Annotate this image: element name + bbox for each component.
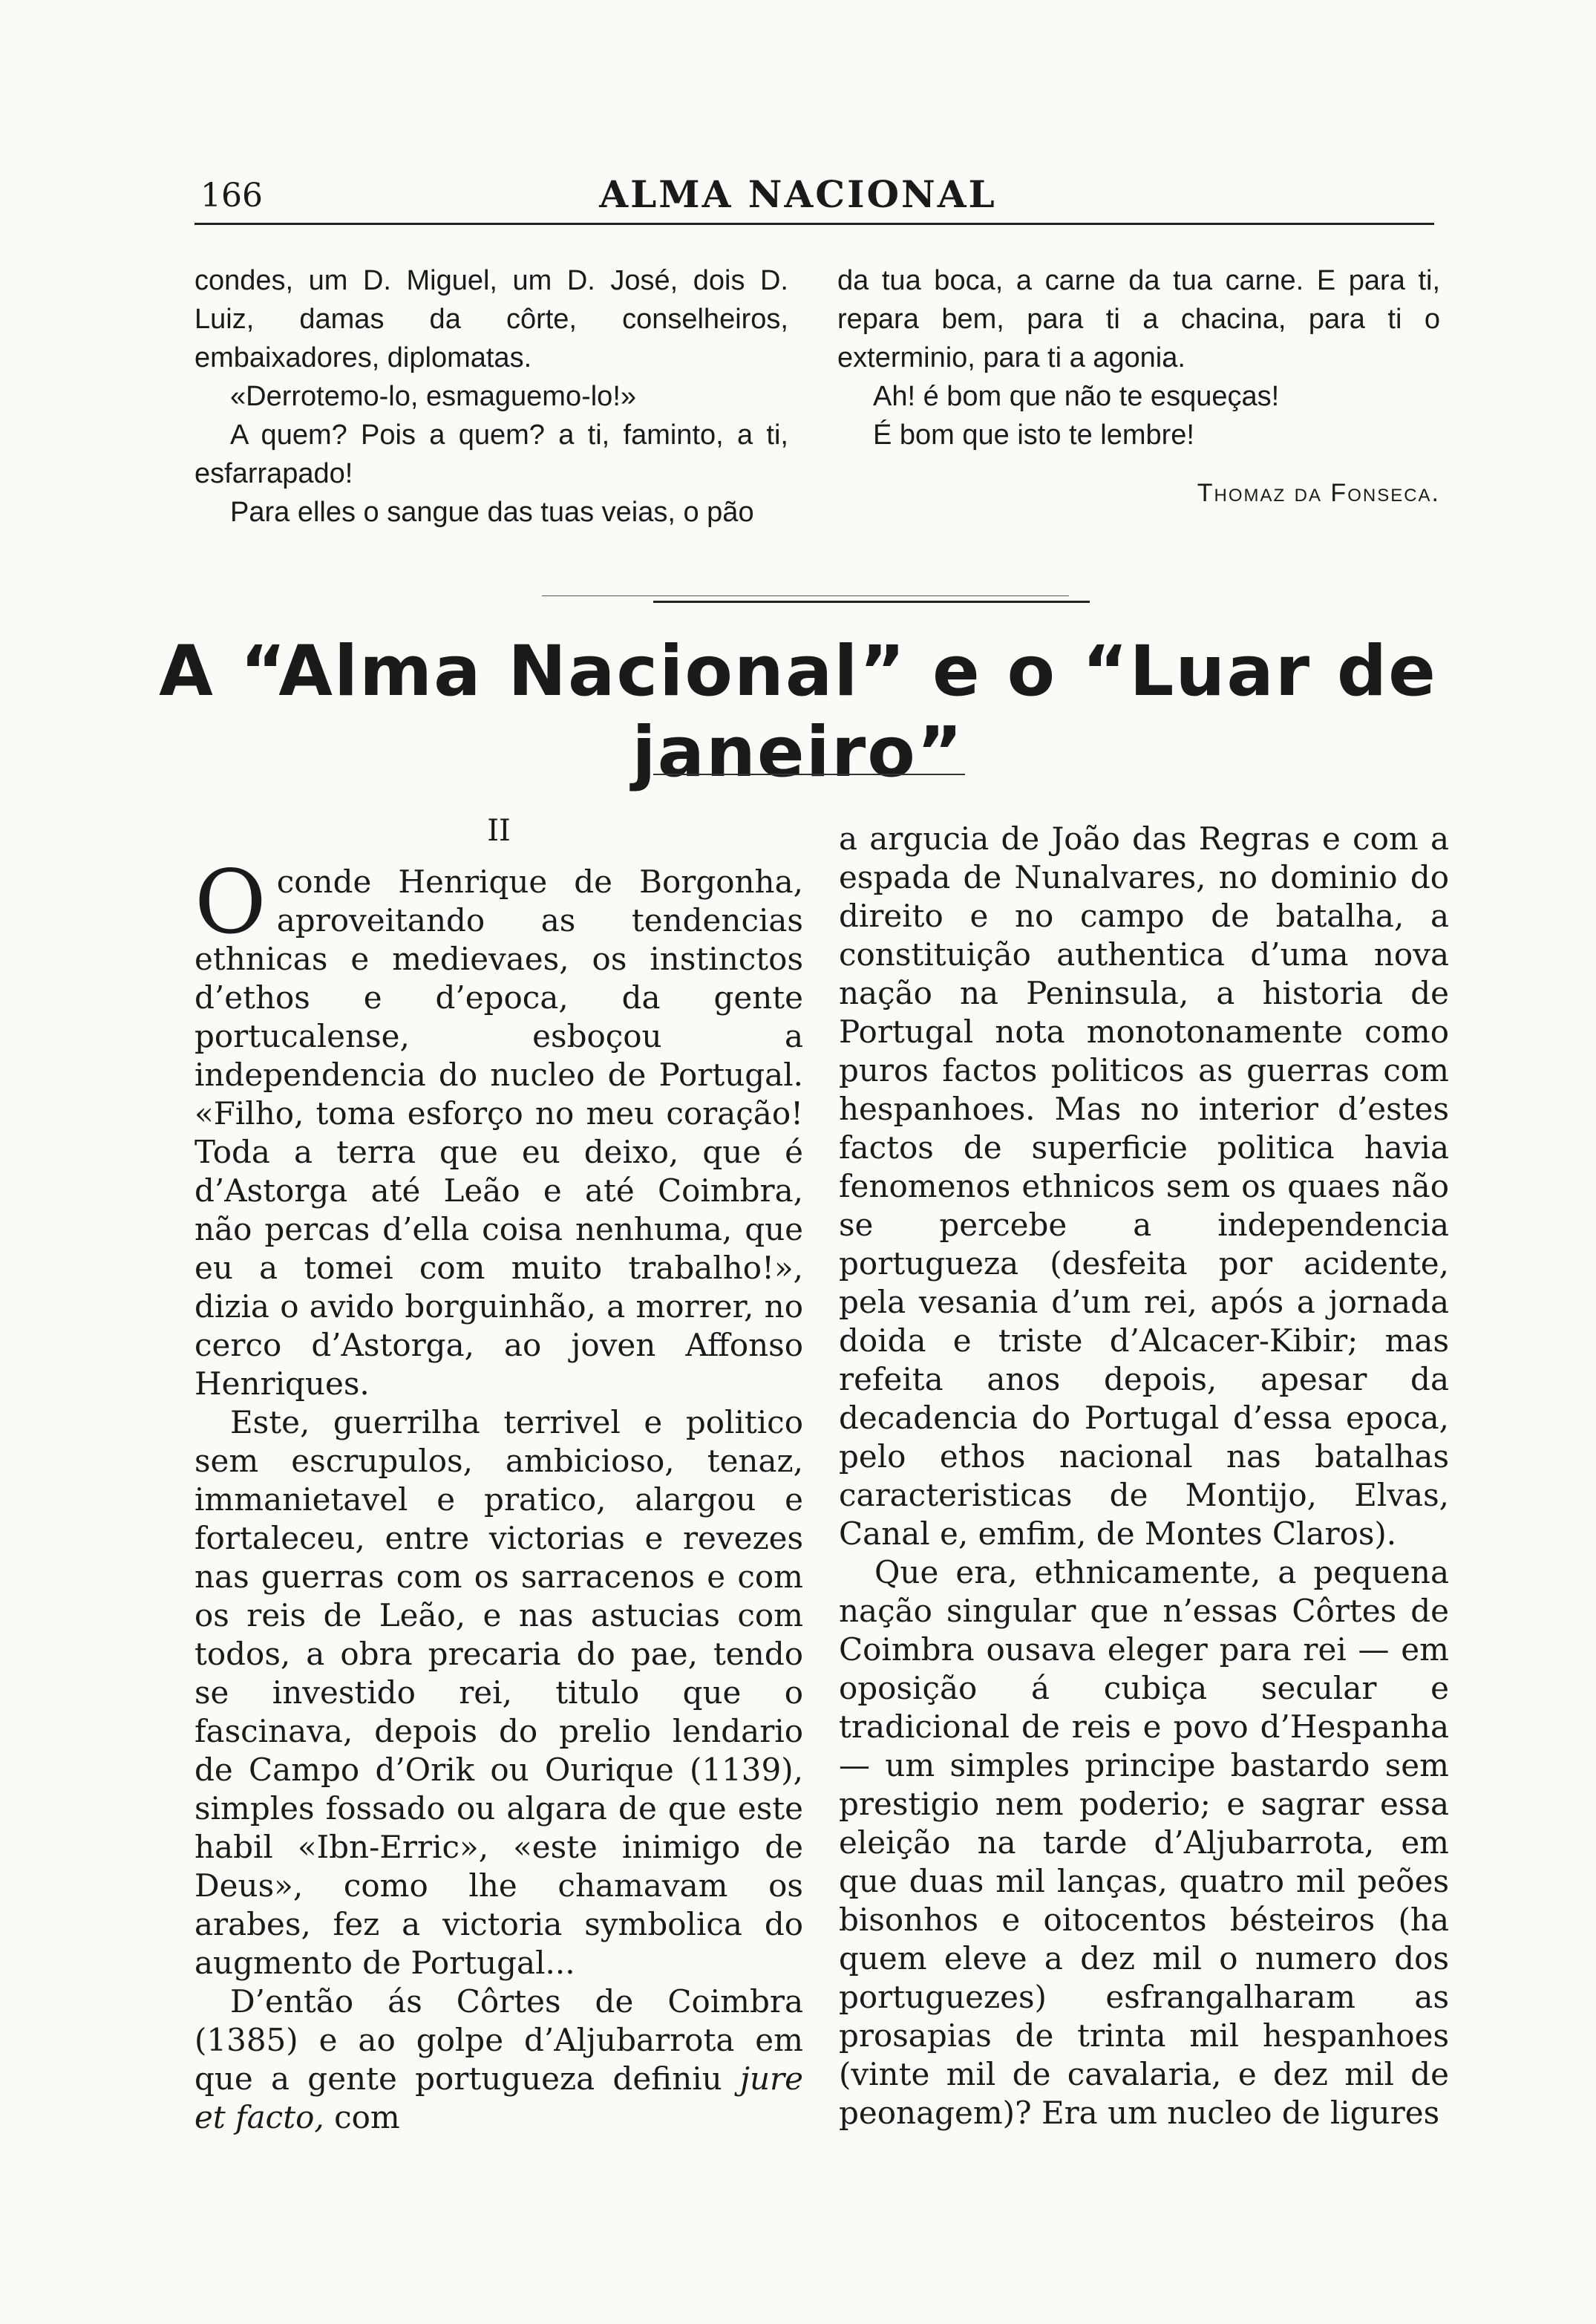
ornament-rule bbox=[653, 601, 1090, 603]
paragraph: da tua boca, a carne da tua carne. E para ti, repara bem, para ti a chacina, para ti o exterminio, para ti a agonia. bbox=[837, 265, 1440, 373]
paragraph: A quem? Pois a quem? a ti, faminto, a ti, esfarrapado! bbox=[194, 420, 788, 489]
latin-phrase: jure et facto, bbox=[194, 2060, 803, 2135]
page-number: 166 bbox=[200, 177, 263, 215]
section-number: II bbox=[487, 814, 511, 848]
paragraph-text: com bbox=[334, 2099, 400, 2135]
article-title: A “Alma Nacional” e o “Luar de janeiro” bbox=[159, 631, 1437, 793]
paragraph: É bom que isto te lembre! bbox=[873, 420, 1194, 451]
running-title: ALMA NACIONAL bbox=[599, 172, 997, 216]
author-signature: Thomaz da Fonseca. bbox=[1197, 479, 1440, 507]
article-column-right bbox=[839, 820, 1449, 2132]
article-column-left bbox=[194, 851, 803, 2137]
paragraph bbox=[194, 851, 803, 1403]
header-rule bbox=[194, 223, 1434, 225]
ornament-rule bbox=[542, 595, 1069, 596]
paragraph-text: conde Henrique de Borgonha, aproveitando as tendencias ethnicas e medievaes, os instinctos d’ethos e d’epoca, da gente portucalense, esboçou a independencia do nucleo de Portugal. «Filho, toma esforço no meu coração! Toda a terra que eu deixo, que é d’Astorga até Leão e até Coimbra, não percas d’ella coisa nenhuma, que eu a tomei com muito trabalho!», dizia o avido borguinhão, a morrer, no cerco d’Astorga, ao joven Affonso Henriques. bbox=[194, 864, 803, 1402]
paragraph-text: D’então ás Côrtes de Coimbra (1385) e ao golpe d’Aljubarrota em que a gente portugueza definiu bbox=[194, 1983, 803, 2097]
paragraph: condes, um D. Miguel, um D. José, dois D. Luiz, damas da côrte, conselheiros, embaixadores, diplomatas. bbox=[194, 265, 788, 373]
paragraph: Ah! é bom que não te esqueças! bbox=[873, 381, 1280, 412]
title-rule bbox=[653, 774, 965, 775]
paragraph: a argucia de João das Regras e com a espada de Nunalvares, no dominio do direito e no campo de batalha, a constituição authentica d’uma nova nação na Peninsula, a historia de Portugal nota monotonamente como puros factos politicos as guerras com hespanhoes. Mas no interior d’estes factos de superficie politica havia fenomenos ethnicos sem os quaes não se percebe a independencia portugueza (desfeita por acidente, pela vesania d’um rei, após a jornada doida e triste d’Alcacer-Kibir; mas refeita anos depois, apesar da decadencia do Portugal d’essa epoca, pelo ethos nacional nas batalhas caracteristicas de Montijo, Elvas, Canal e, emfim, de Montes Claros). bbox=[839, 820, 1449, 1552]
paragraph: Que era, ethnicamente, a pequena nação singular que n’essas Côrtes de Coimbra ousava eleger para rei — em oposição á cubiça secular e tradicional de reis e povo d’Hespanha — um simples principe bastardo sem prestigio nem poderio; e sagrar essa eleição na tarde d’Aljubarrota, em que duas mil lanças, quatro mil peões bisonhos e oitocentos bésteiros (ha quem eleve a dez mil o numero dos portuguezes) esfrangalharam as prosapias de trinta mil hespanhoes (vinte mil de cavalaria, e dez mil de peonagem)? Era um nucleo de ligures bbox=[839, 1554, 1449, 2131]
paragraph: Este, guerrilha terrivel e politico sem escrupulos, ambicioso, tenaz, immanietavel e pratico, alargou e fortaleceu, entre victorias e revezes nas guerras com os sarracenos e com os reis de Leão, e nas astucias com todos, a obra precaria do pae, tendo se investido rei, titulo que o fascinava, depois do prelio lendario de Campo d’Orik ou Ourique (1139), simples fossado ou algara de que este habil «Ibn-Erric», «este inimigo de Deus», como lhe chamavam os arabes, fez a victoria symbolica do augmento de Portugal... bbox=[194, 1404, 803, 1981]
paragraph: «Derrotemo-lo, esmaguemo-lo!» bbox=[230, 381, 637, 412]
paragraph: Para elles o sangue das tuas veias, o pão bbox=[230, 497, 754, 528]
drop-cap: O bbox=[194, 851, 266, 953]
continued-text-left bbox=[194, 261, 788, 532]
continued-text-right bbox=[837, 261, 1440, 512]
paragraph bbox=[194, 1982, 803, 2137]
